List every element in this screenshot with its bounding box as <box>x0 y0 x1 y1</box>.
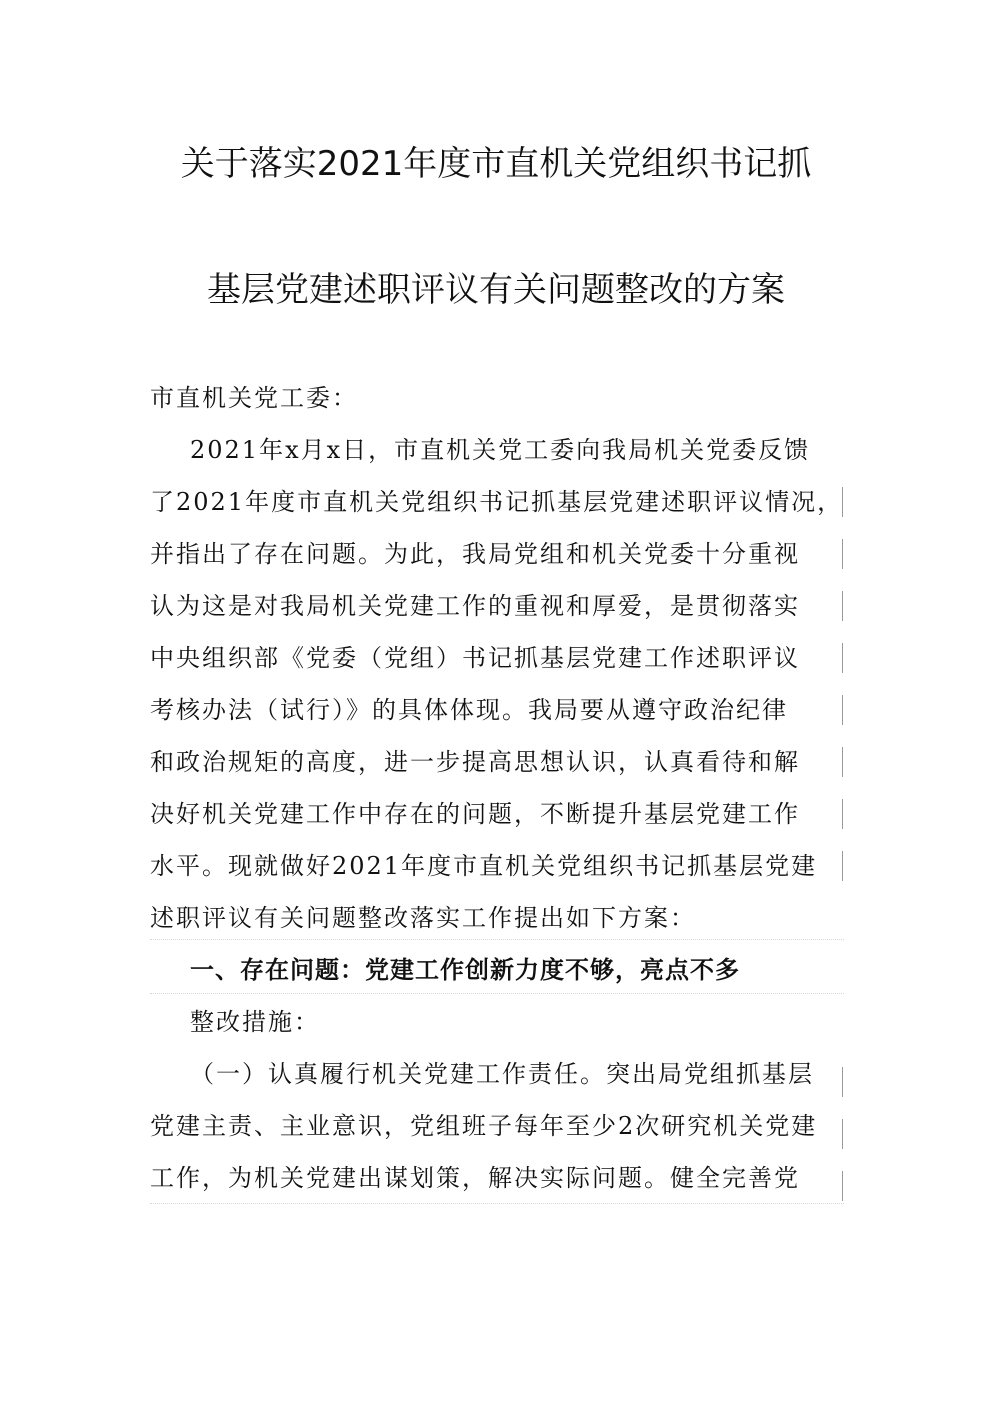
margin-mark <box>842 591 843 621</box>
margin-mark <box>842 747 843 777</box>
intro-line: 认为这是对我局机关党建工作的重视和厚爱，是贯彻落实 <box>150 592 800 620</box>
measure-line: （一）认真履行机关党建工作责任。突出局党组抓基层 <box>190 1060 814 1088</box>
margin-mark <box>842 1067 843 1097</box>
margin-mark <box>842 643 843 673</box>
intro-line: 了2021年度市直机关党组织书记抓基层党建述职评议情况， <box>150 488 844 516</box>
margin-mark <box>842 851 843 881</box>
intro-line: 述职评议有关问题整改落实工作提出如下方案： <box>150 904 696 932</box>
addressee: 市直机关党工委： <box>150 384 358 412</box>
measure-line: 党建主责、主业意识，党组班子每年至少2次研究机关党建 <box>150 1112 818 1140</box>
document-title-line-1: 关于落实2021年度市直机关党组织书记抓 <box>180 144 812 184</box>
guide-rule <box>150 993 844 994</box>
guide-rule <box>150 1203 844 1204</box>
document-title-line-2: 基层党建述职评议有关问题整改的方案 <box>207 270 785 310</box>
intro-line: 2021年x月x日，市直机关党工委向我局机关党委反馈 <box>190 436 811 464</box>
intro-line: 并指出了存在问题。为此，我局党组和机关党委十分重视 <box>150 540 800 568</box>
section-heading: 一、存在问题：党建工作创新力度不够，亮点不多 <box>190 956 740 984</box>
margin-mark <box>842 539 843 569</box>
intro-line: 和政治规矩的高度，进一步提高思想认识，认真看待和解 <box>150 748 800 776</box>
intro-line: 中央组织部《党委（党组）书记抓基层党建工作述职评议 <box>150 644 800 672</box>
margin-mark <box>842 695 843 725</box>
margin-mark <box>842 1119 843 1149</box>
margin-mark <box>842 799 843 829</box>
margin-mark <box>842 1171 843 1201</box>
intro-line: 考核办法（试行）》的具体体现。我局要从遵守政治纪律 <box>150 696 788 724</box>
measure-line: 工作，为机关党建出谋划策，解决实际问题。健全完善党 <box>150 1164 800 1192</box>
margin-mark <box>842 487 843 517</box>
intro-line: 水平。现就做好2021年度市直机关党组织书记抓基层党建 <box>150 852 818 880</box>
guide-rule <box>150 939 844 940</box>
measures-label: 整改措施： <box>190 1008 320 1036</box>
intro-line: 决好机关党建工作中存在的问题，不断提升基层党建工作 <box>150 800 800 828</box>
